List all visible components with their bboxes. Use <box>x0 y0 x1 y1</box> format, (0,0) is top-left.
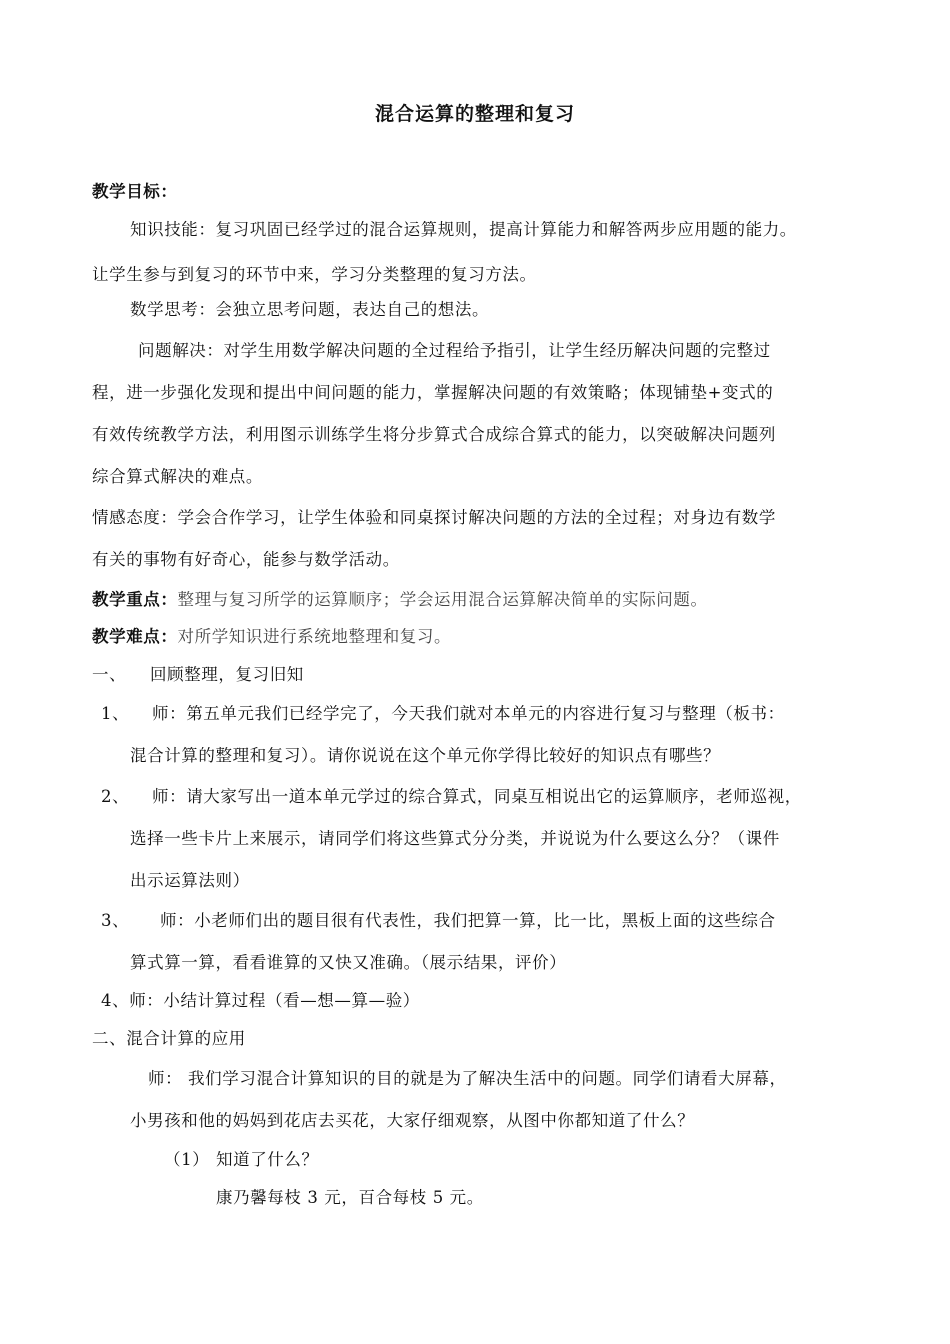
page-title: 混合运算的整理和复习 <box>374 103 575 125</box>
section1-number: 一、 <box>92 665 127 684</box>
emotion-line-1: 情感态度：学会合作学习，让学生体验和同桌探讨解决问题的方法的全过程；对身边有数学 <box>92 508 776 527</box>
key-point-line <box>92 589 708 611</box>
item2-line-b: 选择一些卡片上来展示，请同学们将这些算式分分类，并说说为什么要这么分？（课件 <box>130 829 780 848</box>
emotion-line-2: 有关的事物有好奇心，能参与数学活动。 <box>92 550 400 569</box>
section1-title: 回顾整理，复习旧知 <box>150 665 304 684</box>
problem-line-3: 有效传统教学方法，利用图示训练学生将分步算式合成综合算式的能力，以突破解决问题列 <box>92 425 776 444</box>
thinking-line: 数学思考：会独立思考问题，表达自己的想法。 <box>130 300 490 319</box>
objectives-heading: 教学目标： <box>92 182 178 201</box>
knowledge-line-2: 让学生参与到复习的环节中来，学习分类整理的复习方法。 <box>92 265 537 284</box>
section2-teacher-line-a: 师： 我们学习混合计算知识的目的就是为了解决生活中的问题。同学们请看大屏幕， <box>148 1069 787 1088</box>
item1-line-b: 混合计算的整理和复习）。请你说说在这个单元你学得比较好的知识点有哪些？ <box>130 746 721 765</box>
item1-line-a: 师：第五单元我们已经学完了，今天我们就对本单元的内容进行复习与整理（板书： <box>152 704 785 723</box>
item2-number: 2、 <box>101 787 130 806</box>
difficulty-label: 教学难点： <box>92 627 178 646</box>
difficulty-text: 对所学知识进行系统地整理和复习。 <box>177 627 452 646</box>
item3-number: 3、 <box>101 911 130 930</box>
item2-line-c: 出示运算法则） <box>130 871 250 890</box>
question1-number: （1） <box>164 1150 210 1169</box>
item3-line-b: 算式算一算，看看谁算的又快又准确。（展示结果，评价） <box>130 953 567 972</box>
problem-line-2: 程，进一步强化发现和提出中间问题的能力，掌握解决问题的有效策略；体现铺垫+变式的 <box>92 383 774 402</box>
item1-number: 1、 <box>101 704 130 723</box>
problem-line-1: 问题解决：对学生用数学解决问题的全过程给予指引，让学生经历解决问题的完整过 <box>138 341 771 360</box>
question1-answer: 康乃馨每枝 3 元，百合每枝 5 元。 <box>216 1188 484 1207</box>
section2-title: 二、混合计算的应用 <box>92 1029 246 1048</box>
problem-line-4: 综合算式解决的难点。 <box>92 467 263 486</box>
item4-line: 4、师：小结计算过程（看—想—算—验） <box>101 991 420 1010</box>
key-point-text: 整理与复习所学的运算顺序；学会运用混合运算解决简单的实际问题。 <box>177 590 708 609</box>
key-point-label: 教学重点： <box>92 590 178 609</box>
question1-text: 知道了什么？ <box>216 1150 319 1169</box>
item3-line-a: 师：小老师们出的题目很有代表性，我们把算一算，比一比，黑板上面的这些综合 <box>160 911 776 930</box>
section2-teacher-line-b: 小男孩和他的妈妈到花店去买花，大家仔细观察，从图中你都知道了什么？ <box>130 1111 695 1130</box>
knowledge-line-1: 知识技能：复习巩固已经学过的混合运算规则，提高计算能力和解答两步应用题的能力。 <box>130 220 797 239</box>
difficulty-line <box>92 626 451 648</box>
item2-line-a: 师：请大家写出一道本单元学过的综合算式，同桌互相说出它的运算顺序，老师巡视， <box>152 787 802 806</box>
